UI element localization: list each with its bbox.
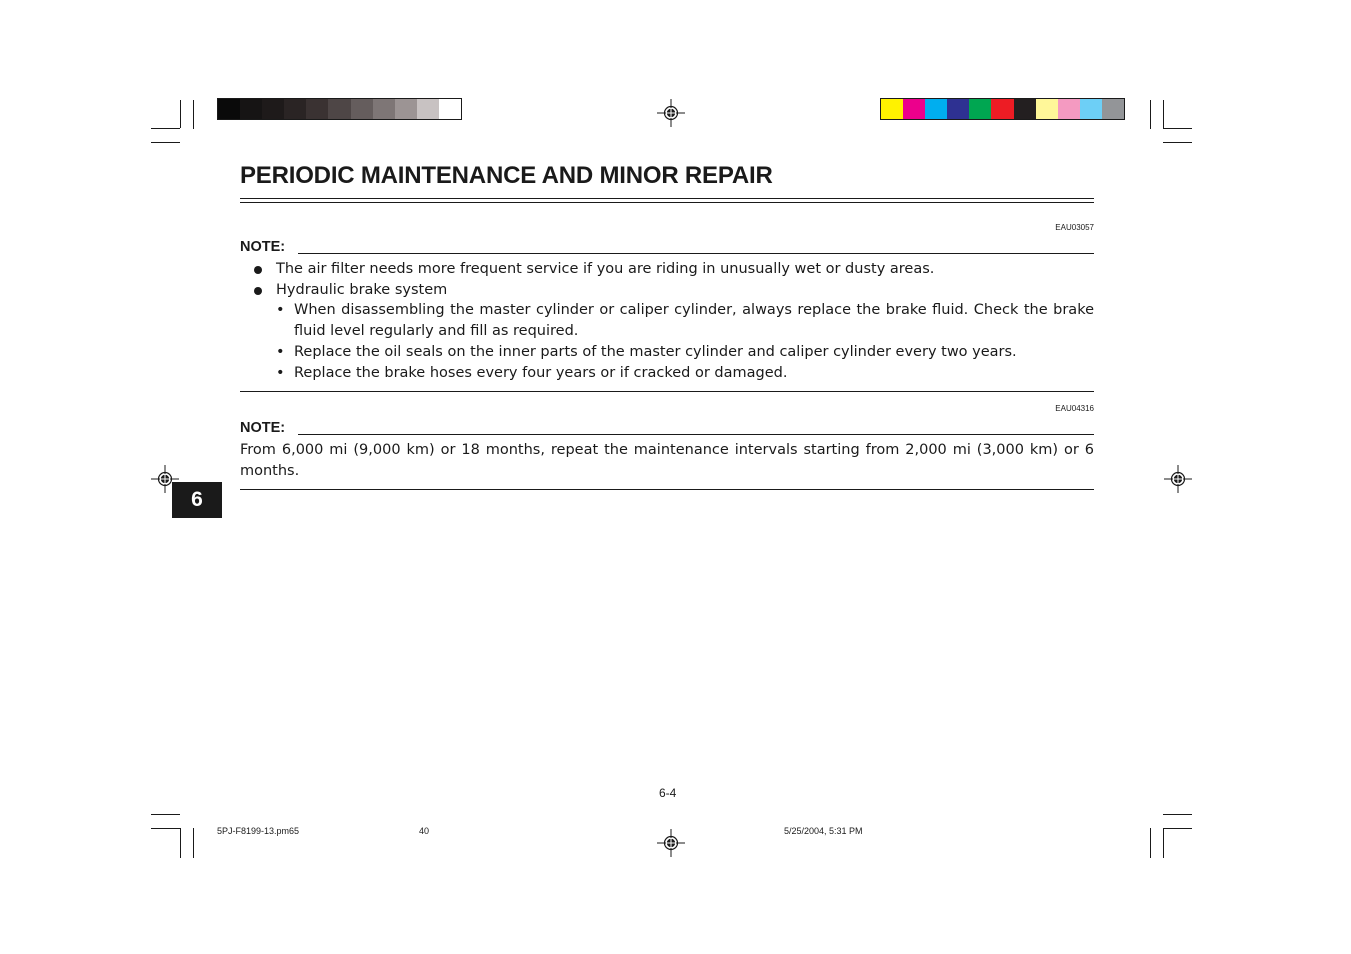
color-swatch	[439, 99, 461, 119]
note-paragraph: From 6,000 mi (9,000 km) or 18 months, repeat the maintenance intervals starting from 2,000 mi (3,000 km) or 6 months.	[240, 442, 1094, 479]
page-number: 6-4	[659, 786, 677, 800]
footer-datetime: 5/25/2004, 5:31 PM	[784, 826, 863, 836]
chapter-tab: 6	[172, 482, 222, 518]
color-swatch	[306, 99, 328, 119]
bullet-icon	[254, 287, 262, 295]
color-swatch	[218, 99, 240, 119]
footer-filename: 5PJ-F8199-13.pm65	[217, 826, 300, 836]
note-rule	[298, 253, 1094, 254]
list-item-text: Replace the oil seals on the inner parts of the master cylinder and caliper cylinder every two years.	[294, 344, 1017, 360]
title-rule	[240, 198, 1094, 199]
crop-mark	[180, 828, 181, 858]
color-swatch	[1058, 99, 1080, 119]
color-swatch	[240, 99, 262, 119]
color-swatch	[1014, 99, 1036, 119]
color-swatch	[262, 99, 284, 119]
crop-mark	[1163, 100, 1164, 128]
color-swatch	[991, 99, 1013, 119]
sub-bullet: •	[276, 365, 285, 381]
grayscale-bar	[217, 98, 462, 120]
color-bar	[880, 98, 1125, 120]
color-swatch	[373, 99, 395, 119]
list-item	[240, 259, 1094, 280]
color-swatch	[947, 99, 969, 119]
crop-mark	[1163, 128, 1192, 129]
note-label: NOTE:	[240, 239, 286, 255]
crop-mark	[151, 828, 180, 829]
note-label: NOTE:	[240, 420, 286, 436]
crop-mark	[193, 100, 194, 129]
crop-mark	[193, 828, 194, 858]
color-swatch	[417, 99, 439, 119]
list-item	[240, 280, 1094, 301]
sub-list-item	[276, 300, 1094, 342]
list-item-text: Hydraulic brake system	[276, 282, 448, 298]
color-swatch	[1036, 99, 1058, 119]
registration-mark-icon	[657, 99, 685, 127]
crop-mark	[1163, 142, 1192, 143]
crop-mark	[180, 100, 181, 128]
color-swatch	[969, 99, 991, 119]
note-end-rule	[240, 489, 1094, 490]
sub-list-item	[276, 363, 1094, 384]
list-item-text: The air filter needs more frequent service if you are riding in unusually wet or dusty areas.	[276, 261, 935, 277]
section-code: EAU03057	[1055, 223, 1094, 232]
sub-bullet: •	[276, 302, 285, 318]
bullet-icon	[254, 266, 262, 274]
color-swatch	[328, 99, 350, 119]
title-rule	[240, 202, 1094, 203]
color-swatch	[903, 99, 925, 119]
note-end-rule	[240, 391, 1094, 392]
registration-mark-icon	[1164, 465, 1192, 493]
crop-mark	[151, 128, 180, 129]
registration-mark-icon	[657, 829, 685, 857]
crop-mark	[1163, 814, 1192, 815]
footer-page: 40	[419, 826, 430, 836]
list-item-text: When disassembling the master cylinder or caliper cylinder, always replace the brake fluid. Check the brake fluid level regularly and fill as required.	[294, 302, 1094, 339]
crop-mark	[151, 814, 180, 815]
color-swatch	[881, 99, 903, 119]
crop-mark	[1163, 828, 1164, 858]
crop-mark	[1150, 828, 1151, 858]
list-item-text: Replace the brake hoses every four years or if cracked or damaged.	[294, 365, 788, 381]
sub-bullet: •	[276, 344, 285, 360]
color-swatch	[1080, 99, 1102, 119]
section-code: EAU04316	[1055, 404, 1094, 413]
color-swatch	[925, 99, 947, 119]
color-swatch	[1102, 99, 1124, 119]
sub-list-item	[276, 342, 1094, 363]
color-swatch	[284, 99, 306, 119]
page-title: PERIODIC MAINTENANCE AND MINOR REPAIR	[240, 162, 773, 189]
color-swatch	[351, 99, 373, 119]
crop-mark	[1150, 100, 1151, 129]
crop-mark	[151, 142, 180, 143]
crop-mark	[1163, 828, 1192, 829]
note-rule	[298, 434, 1094, 435]
color-swatch	[395, 99, 417, 119]
